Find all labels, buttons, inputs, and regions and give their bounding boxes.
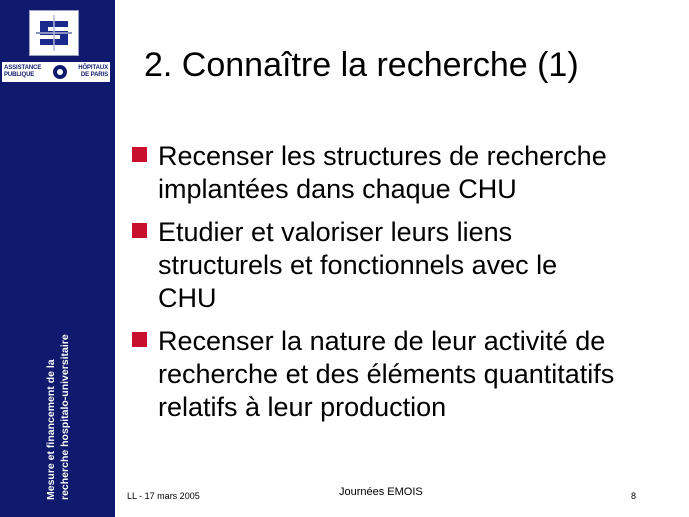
square-bullet-icon	[132, 147, 147, 162]
square-bullet-icon	[132, 332, 147, 347]
bullet-line: recherche et des éléments quantitatifs	[158, 359, 615, 389]
page-number: 8	[631, 491, 637, 501]
bullet-line: Recenser les structures de recherche	[158, 141, 607, 171]
wordmark-left	[4, 65, 41, 79]
sidebar-caption-rotated	[44, 318, 72, 500]
footer-date: LL - 17 mars 2005	[127, 491, 200, 501]
bullet-line: Recenser la nature de leur activité de	[158, 326, 606, 356]
bullet-line: Etudier et valoriser leurs liens	[158, 217, 513, 247]
wordmark-line: DE PARIS	[80, 72, 108, 78]
footer-event: Journées EMOIS	[339, 486, 423, 498]
slide-title: 2. Connaître la recherche (1)	[144, 46, 579, 84]
bullet-line: relatifs à leur production	[158, 392, 447, 422]
square-bullet-icon	[132, 223, 147, 238]
sidebar-caption-line: recherche hospitalo-universitaire	[59, 334, 71, 500]
wordmark-line: HÔPITAUX	[78, 65, 108, 71]
ap-hp-wordmark	[2, 62, 110, 82]
bullet-line: CHU	[158, 283, 217, 313]
sidebar	[0, 0, 115, 517]
bullet-item	[132, 216, 682, 315]
ap-hp-logo-graphic	[30, 11, 78, 55]
bullet-item	[132, 325, 682, 424]
wordmark-line: PUBLIQUE	[4, 72, 35, 78]
bullet-line: structurels et fonctionnels avec le	[158, 250, 558, 280]
bullet-line: implantées dans chaque CHU	[158, 174, 517, 204]
emblem-icon	[53, 65, 67, 79]
wordmark-line: ASSISTANCE	[4, 65, 42, 71]
sidebar-caption-line: Mesure et financement de la	[45, 359, 57, 500]
bullet-list	[132, 140, 682, 434]
bullet-item	[132, 140, 682, 206]
ap-hp-logo	[29, 10, 79, 56]
sidebar-vertical-caption	[44, 318, 88, 500]
wordmark-right	[78, 65, 108, 79]
